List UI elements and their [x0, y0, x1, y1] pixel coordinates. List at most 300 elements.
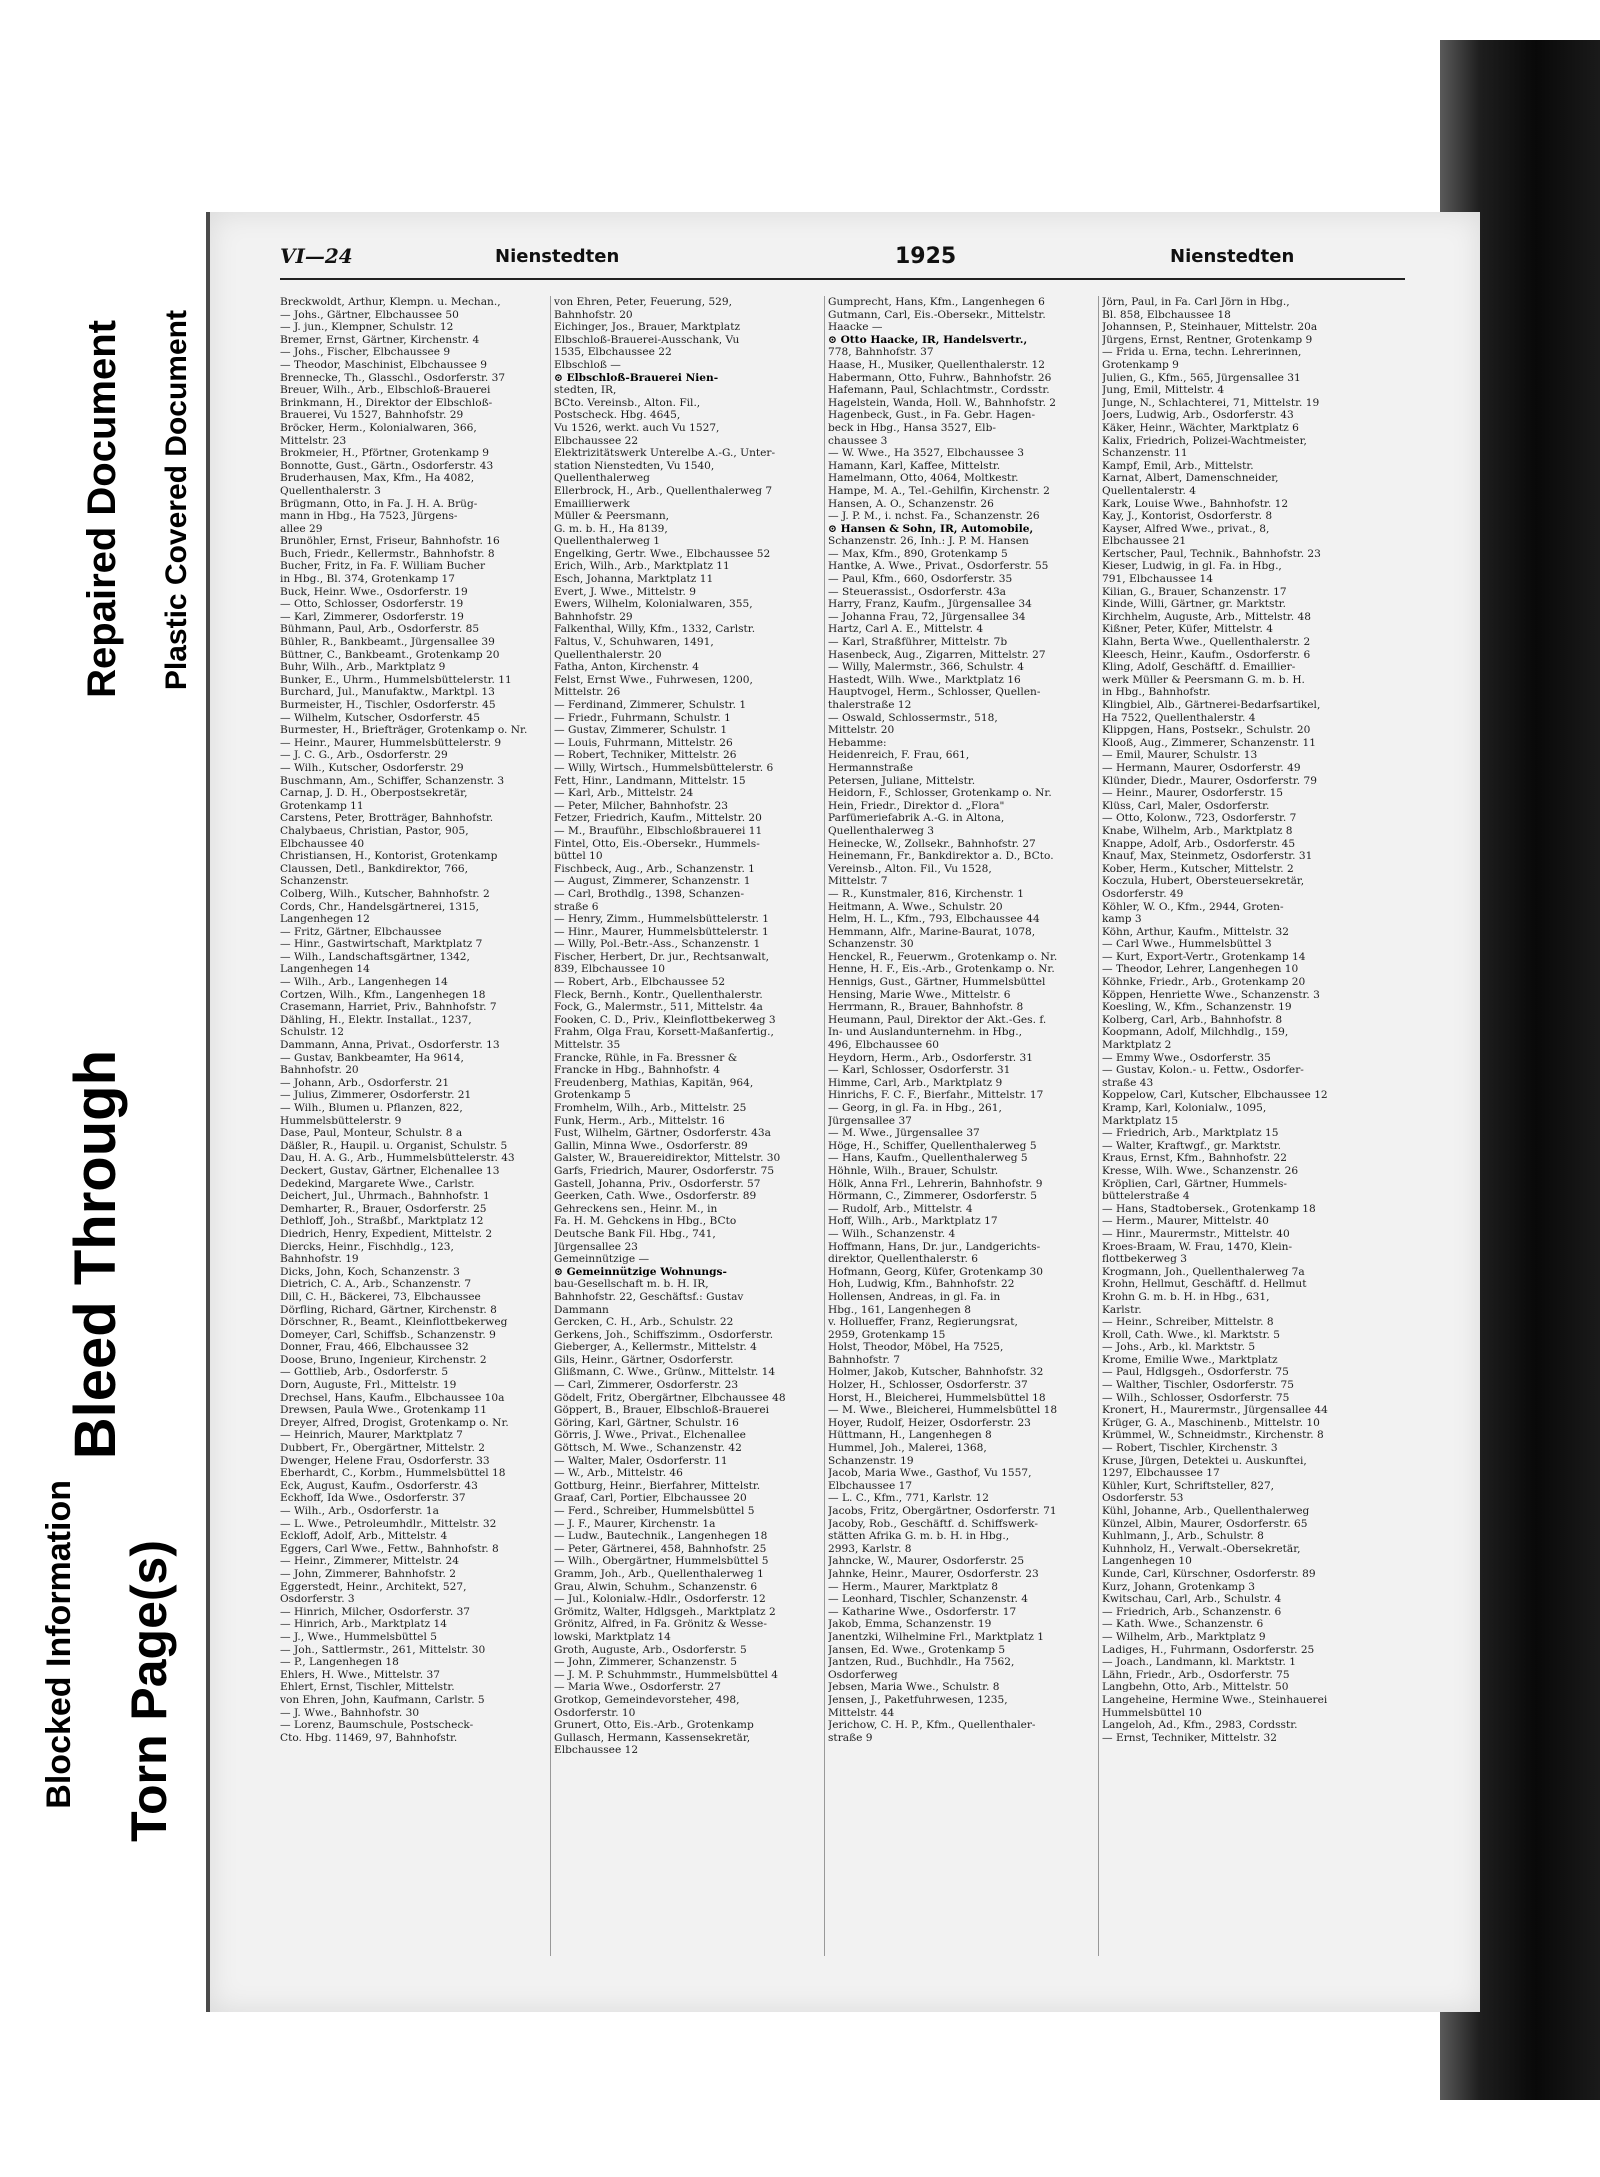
directory-entry: Eggerstedt, Heinr., Architekt, 527, [280, 1580, 467, 1593]
directory-entry: Gottburg, Heinr., Bierfahrer, Mittelstr. [554, 1479, 761, 1492]
directory-entry: Hastedt, Wilh. Wwe., Marktplatz 16 [828, 673, 1021, 686]
directory-entry: Funk, Herm., Arb., Mittelstr. 16 [554, 1114, 725, 1127]
directory-entry: — Hinr., Maurermstr., Mittelstr. 40 [1102, 1227, 1290, 1240]
directory-entry: Dreyer, Alfred, Drogist, Grotenkamp o. Nr. [280, 1416, 509, 1429]
directory-entry: Christiansen, H., Kontorist, Grotenkamp [280, 850, 498, 863]
directory-entry: Heitmann, A. Wwe., Schulstr. 20 [828, 900, 1003, 913]
page-header [280, 242, 1405, 272]
directory-entry: — Ferdinand, Zimmerer, Schulstr. 1 [554, 699, 747, 711]
directory-page [206, 212, 1480, 2012]
directory-entry: Osdorferstr. 10 [554, 1706, 636, 1719]
directory-entry: — Wilh., Obergärtner, Hummelsbüttel 5 [554, 1555, 769, 1568]
directory-entry: Eggers, Carl Wwe., Fettw., Bahnhofstr. 8 [280, 1542, 499, 1555]
directory-entry: — Kath. Wwe., Schanzenstr. 6 [1102, 1618, 1264, 1631]
directory-entry: Jakob, Emma, Schanzenstr. 19 [828, 1618, 992, 1631]
directory-entry: — Paul, Kfm., 660, Osdorferstr. 35 [828, 573, 1013, 586]
directory-entry: Elbschloß-Brauerei-Ausschank, Vu [554, 333, 740, 346]
directory-entry: Langenhegen 12 [280, 913, 370, 926]
directory-entry: — Gustav, Bankbeamter, Ha 9614, [280, 1051, 464, 1064]
directory-entry: 496, Elbchaussee 60 [828, 1039, 940, 1052]
directory-entry: Dammann [554, 1303, 609, 1316]
directory-entry: — Johs., Gärtner, Elbchaussee 50 [280, 308, 459, 321]
directory-entry: Vereinsb., Alton. Fil., Vu 1528, [828, 862, 992, 875]
directory-entry: Krümmel, W., Schneidmstr., Kirchenstr. 8 [1102, 1429, 1324, 1442]
directory-entry: Bahnhofstr. 22, Geschäftsf.: Gustav [554, 1290, 744, 1303]
directory-entry: — Hinrich, Milcher, Osdorferstr. 37 [280, 1605, 471, 1618]
directory-entry: — Fritz, Gärtner, Elbchaussee [280, 925, 442, 938]
directory-entry: — Emmy Wwe., Osdorferstr. 35 [1102, 1051, 1271, 1064]
directory-entry: Grönitz, Alfred, in Fa. Grönitz & Wesse- [554, 1618, 767, 1631]
directory-entry: Donner, Frau, 466, Elbchaussee 32 [280, 1341, 469, 1354]
directory-entry: Hafemann, Paul, Schlachtmstr., Cordsstr. [828, 384, 1050, 397]
directory-entry: Brügmann, Otto, in Fa. J. H. A. Brüg- [280, 497, 478, 510]
directory-entry: — Johs., Arb., kl. Marktstr. 5 [1102, 1341, 1256, 1354]
directory-entry: — Heinr., Maurer, Osdorferstr. 15 [1102, 787, 1284, 800]
directory-entry: — M. Wwe., Bleicherei, Hummelsbüttel 18 [828, 1404, 1058, 1417]
directory-entry: Domeyer, Carl, Schiffsb., Schanzenstr. 9 [280, 1328, 496, 1341]
directory-entry: Dau, H. A. G., Arb., Hummelsbüttelerstr. 43 [280, 1152, 515, 1165]
directory-entry: BCto. Vereinsb., Alton. Fil., [554, 396, 701, 409]
directory-entry: — Johanna Frau, 72, Jürgensallee 34 [828, 610, 1026, 623]
directory-entry: Faltus, V., Schuhwaren, 1491, [554, 636, 714, 649]
directory-entry: Breckwoldt, Arthur, Klempn. u. Mechan., [280, 296, 501, 308]
directory-entry: Brinkmann, H., Direktor der Elbschloß- [280, 396, 493, 409]
directory-entry: Buhr, Wilh., Arb., Marktplatz 9 [280, 661, 446, 674]
directory-entry: Fatha, Anton, Kirchenstr. 4 [554, 661, 700, 674]
directory-column-3 [828, 296, 1096, 1956]
directory-entry: Bl. 858, Elbchaussee 18 [1102, 308, 1231, 321]
directory-entry: Jerichow, C. H. P., Kfm., Quellenthaler- [828, 1719, 1036, 1732]
directory-entry: Eichinger, Jos., Brauer, Marktplatz [554, 321, 741, 334]
directory-entry: beck in Hbg., Hansa 3527, Elb- [828, 421, 996, 434]
directory-entry: Deutsche Bank Fil. Hbg., 741, [554, 1227, 716, 1240]
directory-entry: Kröplien, Carl, Gärtner, Hummels- [1102, 1177, 1288, 1190]
directory-entry: Hummel, Joh., Malerei, 1368, [828, 1442, 987, 1455]
directory-entry: Dorn, Auguste, Frl., Mittelstr. 19 [280, 1379, 457, 1392]
directory-entry: Fleck, Bernh., Kontr., Quellenthalerstr. [554, 988, 763, 1001]
directory-entry: Eck, August, Kaufm., Osdorferstr. 43 [280, 1479, 478, 1492]
directory-entry: Jürgensallee 37 [828, 1114, 912, 1127]
directory-entry: Dörfling, Richard, Gärtner, Kirchenstr. 8 [280, 1303, 497, 1316]
directory-entry: Ladiges, H., Fuhrmann, Osdorferstr. 25 [1102, 1643, 1315, 1656]
directory-entry: Carstens, Peter, Brotträger, Bahnhofstr. [280, 812, 494, 825]
directory-entry: Gemeinnützige — [554, 1253, 650, 1266]
directory-entry: Buschmann, Am., Schiffer, Schanzenstr. 3 [280, 774, 505, 787]
directory-entry: Marktplatz 2 [1102, 1039, 1172, 1052]
directory-entry: Bühmann, Paul, Arb., Osdorferstr. 85 [280, 623, 480, 636]
directory-entry: 791, Elbchaussee 14 [1102, 573, 1214, 586]
directory-entry: Diedrich, Henry, Expedient, Mittelstr. 2 [280, 1227, 493, 1240]
directory-entry: Kruse, Jürgen, Detektei u. Auskunftei, [1102, 1454, 1307, 1467]
directory-entry: Hoffmann, Hans, Dr. jur., Landgerichts- [828, 1240, 1041, 1253]
directory-entry: Hagenbeck, Gust., in Fa. Gebr. Hagen- [828, 409, 1036, 422]
directory-entry: Hummelsbüttel 10 [1102, 1706, 1202, 1719]
directory-entry: Künzel, Albin, Maurer, Osdorferstr. 65 [1102, 1517, 1308, 1530]
directory-entry: — Paul, Hdlgsgeh., Osdorferstr. 75 [1102, 1366, 1289, 1379]
directory-entry: Mittelstr. 23 [280, 434, 347, 447]
directory-entry: Herrmann, R., Brauer, Bahnhofstr. 8 [828, 1001, 1024, 1014]
directory-entry: Doose, Bruno, Ingenieur, Kirchenstr. 2 [280, 1353, 487, 1366]
directory-entry: Garfs, Friedrich, Maurer, Osdorferstr. 75 [554, 1164, 775, 1177]
directory-entry: Heinecke, W., Zollsekr., Bahnhofstr. 27 [828, 837, 1036, 850]
directory-entry: — Friedrich, Arb., Marktplatz 15 [1102, 1127, 1279, 1140]
directory-entry: — Joh., Sattlermstr., 261, Mittelstr. 30 [280, 1643, 486, 1656]
directory-entry: Kroes-Braam, W. Frau, 1470, Klein- [1102, 1240, 1293, 1253]
directory-entry: In- und Auslandunternehm. in Hbg., [828, 1026, 1023, 1039]
directory-entry: Grau, Alwin, Schuhm., Schanzenstr. 6 [554, 1580, 758, 1593]
directory-entry: Hennigs, Gust., Gärtner, Hummelsbüttel [828, 976, 1046, 989]
directory-entry: von Ehren, Peter, Feuerung, 529, [554, 296, 733, 308]
directory-entry: Burmester, H., Briefträger, Grotenkamp o. Nr. [280, 724, 528, 737]
directory-entry: Koopmann, Adolf, Milchhdlg., 159, [1102, 1026, 1289, 1039]
directory-entry: — Oswald, Schlossermstr., 518, [828, 711, 998, 724]
directory-entry: — Heinrich, Maurer, Marktplatz 7 [280, 1429, 463, 1442]
directory-entry: Gils, Heinr., Gärtner, Osdorferstr. [554, 1353, 734, 1366]
directory-entry: Joers, Ludwig, Arb., Osdorferstr. 43 [1102, 409, 1294, 422]
directory-entry: Quellenthalerstr. 20 [554, 648, 662, 661]
directory-entry: Schanzenstr. [280, 875, 349, 888]
directory-entry: Fintel, Otto, Eis.-Obersekr., Hummels- [554, 837, 760, 850]
directory-entry: Elbschloß — [554, 358, 621, 371]
directory-entry: Bahnhofstr. 20 [554, 308, 633, 321]
directory-entry: Fetzer, Friedrich, Kaufm., Mittelstr. 20 [554, 812, 762, 825]
directory-entry: — J. P. M., i. nchst. Fa., Schanzenstr. 26 [828, 510, 1040, 523]
directory-entry: Buch, Friedr., Kellermstr., Bahnhofstr. 8 [280, 547, 495, 560]
directory-entry: — Wilh., Arb., Osdorferstr. 1a [280, 1505, 439, 1517]
directory-entry: Drechsel, Hans, Kaufm., Elbchaussee 10a [280, 1391, 505, 1404]
directory-entry: Osdorferweg [828, 1668, 898, 1681]
margin-notes [0, 250, 210, 1842]
directory-entry: — J. F., Maurer, Kirchenstr. 1a [554, 1517, 716, 1530]
header-year: 1925 [895, 244, 957, 269]
directory-entry: — Johann, Arb., Osdorferstr. 21 [280, 1076, 450, 1089]
directory-entry: Jürgens, Ernst, Rentner, Grotenkamp 9 [1102, 333, 1313, 346]
directory-entry: — Wilhelm, Arb., Marktplatz 9 [1102, 1630, 1266, 1643]
directory-entry: Gödelt, Fritz, Obergärtner, Elbchaussee 48 [554, 1391, 786, 1404]
directory-entry: Brennecke, Th., Glasschl., Osdorferstr. 37 [280, 371, 506, 384]
directory-entry: Dörschner, R., Beamt., Kleinflottbekerweg [280, 1316, 508, 1329]
directory-entry: Krogmann, Joh., Quellenthalerweg 7a [1102, 1265, 1305, 1278]
directory-entry: — August, Zimmerer, Schanzenstr. 1 [554, 875, 751, 888]
directory-entry: Klippgen, Hans, Postsekr., Schulstr. 20 [1102, 724, 1311, 737]
directory-entry: Kraus, Ernst, Kfm., Bahnhofstr. 22 [1102, 1152, 1287, 1165]
directory-entry: — Wilh., Schlosser, Osdorferstr. 75 [1102, 1391, 1290, 1404]
directory-entry: — Willy, Malermstr., 366, Schulstr. 4 [828, 661, 1025, 674]
directory-entry: — M. Wwe., Jürgensallee 37 [828, 1127, 980, 1140]
directory-entry: Koesling, W., Kfm., Schanzenstr. 19 [1102, 1001, 1292, 1014]
directory-entry: — L. C., Kfm., 771, Karlstr. 12 [828, 1492, 989, 1505]
directory-entry: Kleesch, Heinr., Kaufm., Osdorferstr. 6 [1102, 648, 1311, 661]
directory-entry: Habermann, Otto, Fuhrw., Bahnhofstr. 26 [828, 371, 1052, 384]
directory-entry: Hansen, A. O., Schanzenstr. 26 [828, 497, 994, 510]
directory-entry: Helm, H. L., Kfm., 793, Elbchaussee 44 [828, 913, 1040, 926]
directory-entry: Kertscher, Paul, Technik., Bahnhofstr. 23 [1102, 547, 1321, 560]
directory-entry: Koczula, Hubert, Obersteuersekretär, [1102, 875, 1305, 888]
directory-entry: Heinemann, Fr., Bankdirektor a. D., BCto. [828, 850, 1054, 863]
directory-entry: straße 9 [828, 1731, 873, 1744]
directory-entry: Krohn, Hellmut, Geschäftf. d. Hellmut [1102, 1278, 1307, 1291]
directory-entry: Deckert, Gustav, Gärtner, Elchenallee 13 [280, 1164, 500, 1177]
directory-entry: — Herm., Maurer, Marktplatz 8 [828, 1580, 998, 1593]
directory-entry: Hofmann, Georg, Küfer, Grotenkamp 30 [828, 1265, 1043, 1278]
directory-entry: Cortzen, Wilh., Kfm., Langenhegen 18 [280, 988, 486, 1001]
directory-entry: Mittelstr. 7 [828, 875, 888, 888]
directory-entry: Glißmann, C. Wwe., Grünw., Mittelstr. 14 [554, 1366, 776, 1379]
directory-entry: — Otto, Schlosser, Osdorferstr. 19 [280, 598, 464, 611]
directory-entry: Kieser, Ludwig, in gl. Fa. in Hbg., [1102, 560, 1282, 573]
directory-entry: — Herm., Maurer, Mittelstr. 40 [1102, 1215, 1269, 1228]
directory-entry: Holmer, Jakob, Kutscher, Bahnhofstr. 32 [828, 1366, 1044, 1379]
directory-entry: Schulstr. 12 [280, 1026, 345, 1039]
directory-entry: — Katharine Wwe., Osdorferstr. 17 [828, 1605, 1017, 1618]
directory-entry: Hermannstraße [828, 761, 913, 774]
directory-entry: Knabe, Wilhelm, Arb., Marktplatz 8 [1102, 824, 1293, 837]
directory-entry: Galster, W., Brauereidirektor, Mittelstr. 30 [554, 1152, 781, 1165]
note-blocked-information: Blocked Information [40, 1480, 78, 1809]
directory-entry: Grotenkamp 11 [280, 799, 364, 812]
directory-entry: Hummelsbüttelerstr. 9 [280, 1114, 402, 1127]
directory-entry: direktor, Quellenthalerstr. 6 [828, 1253, 979, 1266]
directory-entry: — Willy, Pol.-Betr.-Ass., Schanzenstr. 1 [554, 938, 761, 951]
directory-entry: Gehreckens sen., Heinr. M., in [554, 1202, 718, 1215]
directory-entry: Jung, Emil, Mittelstr. 4 [1102, 384, 1225, 397]
directory-entry: ⊙ Hansen & Sohn, IR, Automobile, [828, 522, 1034, 535]
directory-entry: Göppert, B., Brauer, Elbschloß-Brauerei [554, 1404, 770, 1417]
directory-entry: Däßler, R., Haupil. u. Organist, Schulstr. 5 [280, 1139, 508, 1152]
directory-entry: Hölk, Anna Frl., Lehrerin, Bahnhofstr. 9 [828, 1177, 1043, 1190]
directory-entry: Erich, Wilh., Arb., Marktplatz 11 [554, 560, 730, 573]
directory-entry: Dammann, Anna, Privat., Osdorferstr. 13 [280, 1039, 500, 1052]
directory-entry: Vu 1526, werkt. auch Vu 1527, [554, 421, 720, 434]
directory-entry: flottbekerweg 3 [1102, 1253, 1187, 1266]
directory-entry: Köhler, W. O., Kfm., 2944, Groten- [1102, 900, 1284, 913]
directory-entry: Johannsen, P., Steinhauer, Mittelstr. 20a [1102, 321, 1318, 334]
directory-entry: Hüttmann, H., Langenhegen 8 [828, 1429, 992, 1442]
directory-entry: Hoff, Wilh., Arb., Marktplatz 17 [828, 1215, 998, 1228]
directory-entry: — Theodor, Lehrer, Langenhegen 10 [1102, 963, 1299, 976]
directory-entry: Kolberg, Carl, Arb., Bahnhofstr. 8 [1102, 1013, 1283, 1026]
directory-entry: ⊙ Otto Haacke, IR, Handelsvertr., [828, 333, 1028, 346]
directory-entry: Gramm, Joh., Arb., Quellenthalerweg 1 [554, 1567, 764, 1580]
directory-entry: Breuer, Wilh., Arb., Elbschloß-Brauerei [280, 384, 491, 397]
header-rule [280, 278, 1405, 280]
directory-entry: Jahnke, Heinr., Maurer, Osdorferstr. 23 [828, 1567, 1039, 1580]
directory-entry: Dethloff, Joh., Straßbf., Marktplatz 12 [280, 1215, 484, 1228]
directory-entry: — John, Zimmerer, Schanzenstr. 5 [554, 1656, 737, 1669]
directory-entry: Bruderhausen, Max, Kfm., Ha 4082, [280, 472, 475, 485]
directory-entry: — Hinr., Gastwirtschaft, Marktplatz 7 [280, 938, 483, 951]
directory-entry: — R., Kunstmaler, 816, Kirchenstr. 1 [828, 887, 1024, 900]
directory-entry: Holzer, H., Schlosser, Osdorferstr. 37 [828, 1379, 1028, 1392]
directory-entry: 778, Bahnhofstr. 37 [828, 346, 934, 359]
directory-entry: Hbg., 161, Langenhegen 8 [828, 1303, 971, 1316]
directory-entry: — John, Zimmerer, Bahnhofstr. 2 [280, 1567, 456, 1580]
directory-entry: v. Hollueffer, Franz, Regierungsrat, [828, 1316, 1018, 1329]
directory-entry: Osdorferstr. 49 [1102, 887, 1184, 900]
directory-entry: Krohn G. m. b. H. in Hbg., 631, [1102, 1290, 1270, 1303]
directory-entry: Osdorferstr. 3 [280, 1593, 355, 1606]
directory-entry: Gullasch, Hermann, Kassensekretär, [554, 1731, 751, 1744]
directory-entry: Kroll, Cath. Wwe., kl. Marktstr. 5 [1102, 1328, 1280, 1341]
directory-entry: mann in Hbg., Ha 7523, Jürgens- [280, 510, 458, 523]
directory-entry: Jörn, Paul, in Fa. Carl Jörn in Hbg., [1102, 296, 1290, 308]
directory-entry: Kinde, Willi, Gärtner, gr. Marktstr. [1102, 598, 1287, 611]
directory-entry: Fa. H. M. Gehckens in Hbg., BCto [554, 1215, 737, 1228]
directory-entry: Hein, Friedr., Direktor d. „Flora" [828, 799, 1005, 812]
directory-entry: — Robert, Tischler, Kirchenstr. 3 [1102, 1442, 1278, 1455]
directory-entry: Heumann, Paul, Direktor der Akt.-Ges. f. [828, 1013, 1047, 1026]
directory-entry: Knauf, Max, Steinmetz, Osdorferstr. 31 [1102, 850, 1313, 863]
directory-entry: Bremer, Ernst, Gärtner, Kirchenstr. 4 [280, 333, 480, 346]
directory-entry: Fust, Wilhelm, Gärtner, Osdorferstr. 43a [554, 1127, 771, 1140]
directory-entry: Grunert, Otto, Eis.-Arb., Grotenkamp [554, 1719, 754, 1732]
directory-entry: — Steuerassist., Osdorferstr. 43a [828, 585, 1006, 598]
directory-entry: Kayser, Alfred Wwe., privat., 8, [1102, 522, 1270, 535]
directory-entry: Büttner, C., Bankbeamt., Grotenkamp 20 [280, 648, 500, 661]
directory-entry: — Walter, Kraftwgf., gr. Marktstr. [1102, 1139, 1282, 1152]
directory-entry: — Gustav, Kolon.- u. Fettw., Osdorfer- [1102, 1064, 1304, 1077]
directory-entry: Fooken, C. D., Priv., Kleinflottbekerweg 3 [554, 1013, 776, 1026]
directory-entry: Mittelstr. 44 [828, 1706, 895, 1719]
directory-entry: — Ernst, Techniker, Mittelstr. 32 [1102, 1731, 1278, 1744]
directory-entry: — Georg, in gl. Fa. in Hbg., 261, [828, 1102, 1002, 1114]
directory-entry: Ha 7522, Quellenthalerstr. 4 [1102, 711, 1256, 724]
header-place-left: Nienstedten [495, 246, 620, 267]
directory-entry: Klingbiel, Alb., Gärtnerei-Bedarfsartikel, [1102, 699, 1321, 711]
directory-entry: Jansen, Ed. Wwe., Grotenkamp 5 [828, 1643, 1006, 1656]
directory-entry: Hinrichs, F. C. F., Bierfahr., Mittelstr. 17 [828, 1089, 1044, 1102]
directory-entry: — Robert, Techniker, Mittelstr. 26 [554, 749, 737, 762]
directory-entry: Quellenthalerweg 3 [828, 824, 934, 837]
directory-entry: Hoyer, Rudolf, Heizer, Osdorferstr. 23 [828, 1416, 1031, 1429]
directory-entry: ⊙ Elbschloß-Brauerei Nien- [554, 371, 719, 384]
directory-entry: Gercken, C. H., Arb., Schulstr. 22 [554, 1316, 734, 1329]
directory-entry: Deichert, Jul., Uhrmach., Bahnhofstr. 1 [280, 1190, 490, 1203]
directory-entry: Elbchaussee 12 [554, 1744, 639, 1757]
directory-entry: Schanzenstr. 11 [1102, 447, 1188, 460]
directory-entry: Graaf, Carl, Portier, Elbchaussee 20 [554, 1492, 747, 1505]
directory-entry: — Wilh., Blumen u. Pflanzen, 822, [280, 1102, 463, 1114]
directory-column-4 [1102, 296, 1370, 1956]
directory-entry: G. m. b. H., Ha 8139, [554, 522, 668, 535]
directory-entry: Haase, H., Musiker, Quellenthalerstr. 12 [828, 358, 1046, 371]
directory-entry: Brokmeier, H., Pförtner, Grotenkamp 9 [280, 447, 489, 460]
directory-entry: — Willy, Wirtsch., Hummelsbüttelerstr. 6 [554, 761, 774, 774]
directory-entry: Henne, H. F., Eis.-Arb., Grotenkamp o. Nr. [828, 963, 1055, 976]
directory-entry: Hemmann, Alfr., Marine-Baurat, 1078, [828, 925, 1036, 938]
directory-entry: Heidorn, F., Schlosser, Grotenkamp o. Nr. [828, 787, 1052, 800]
directory-entry: büttel 10 [554, 850, 603, 863]
directory-entry: — Hans, Kaufm., Quellenthalerweg 5 [828, 1152, 1028, 1165]
directory-entry: Elbchaussee 17 [828, 1479, 913, 1492]
directory-entry: in Hbg., Bahnhofstr. [1102, 686, 1211, 699]
directory-entry: — Wilhelm, Kutscher, Osdorferstr. 45 [280, 711, 480, 724]
directory-entry: — Walther, Tischler, Osdorferstr. 75 [1102, 1379, 1294, 1392]
directory-entry: in Hbg., Bl. 374, Grotenkamp 17 [280, 573, 456, 586]
directory-entry: Hamelmann, Otto, 4064, Moltkestr. [828, 472, 1019, 485]
directory-entry: — Peter, Milcher, Bahnhofstr. 23 [554, 799, 729, 812]
directory-entry: Claussen, Detl., Bankdirektor, 766, [280, 862, 468, 875]
directory-entry: Kling, Adolf, Geschäftf. d. Emaillier- [1102, 661, 1296, 674]
directory-entry: Grotkop, Gemeindevorsteher, 498, [554, 1693, 740, 1706]
directory-entry: — W. Wwe., Ha 3527, Elbchaussee 3 [828, 447, 1024, 460]
directory-entry: Kißner, Peter, Küfer, Mittelstr. 4 [1102, 623, 1273, 636]
directory-entry: — Frida u. Erna, techn. Lehrerinnen, [1102, 346, 1302, 359]
directory-entry: kamp 3 [1102, 913, 1142, 926]
directory-entry: Jensen, J., Paketfuhrwesen, 1235, [828, 1693, 1008, 1706]
directory-entry: Bonnotte, Gust., Gärtn., Osdorferstr. 43 [280, 459, 494, 472]
directory-column-1 [280, 296, 548, 1956]
directory-entry: Cto. Hbg. 11469, 97, Bahnhofstr. [280, 1731, 458, 1744]
directory-entry: Görris, J. Wwe., Privat., Elchenallee [554, 1429, 746, 1442]
directory-entry: Klooß, Aug., Zimmerer, Schanzenstr. 11 [1102, 736, 1316, 749]
directory-entry: Kühl, Johanne, Arb., Quellenthalerweg [1102, 1505, 1310, 1517]
directory-entry: — Hans, Stadtobersek., Grotenkamp 18 [1102, 1202, 1316, 1215]
directory-entry: büttelerstraße 4 [1102, 1190, 1190, 1203]
directory-entry: — Wilh., Arb., Langenhegen 14 [280, 976, 448, 989]
directory-entry: Emaillierwerk [554, 497, 630, 510]
directory-entry: Eberhardt, C., Korbm., Hummelsbüttel 18 [280, 1467, 506, 1480]
directory-entry: Jacob, Maria Wwe., Gasthof, Vu 1557, [828, 1467, 1032, 1480]
directory-entry: Chalybaeus, Christian, Pastor, 905, [280, 824, 469, 837]
directory-entry: — Karl, Arb., Mittelstr. 24 [554, 787, 694, 800]
directory-entry: Quellenthalerweg [554, 472, 650, 485]
directory-entry: — J. Wwe., Bahnhofstr. 30 [280, 1706, 420, 1719]
directory-entry: Hartz, Carl A. E., Mittelstr. 4 [828, 623, 984, 636]
directory-entry: allee 29 [280, 522, 323, 535]
directory-entry: Klünder, Diedr., Maurer, Osdorferstr. 79 [1102, 774, 1317, 787]
directory-entry: Hörmann, C., Zimmerer, Osdorferstr. 5 [828, 1190, 1037, 1203]
directory-entry: — Henry, Zimm., Hummelsbüttelerstr. 1 [554, 913, 770, 926]
directory-entry: Frahm, Olga Frau, Korsett-Maßanfertig., [554, 1026, 774, 1039]
directory-entry: Schanzenstr. 26, Inh.: J. P. M. Hansen [828, 535, 1029, 548]
directory-entry: — Karl, Straßführer, Mittelstr. 7b [828, 636, 1008, 649]
directory-entry: — L. Wwe., Petroleumhdlr., Mittelstr. 32 [280, 1517, 497, 1530]
directory-entry: Fromhelm, Wilh., Arb., Mittelstr. 25 [554, 1102, 747, 1114]
directory-entry: Quellenthalerweg 1 [554, 535, 660, 548]
directory-entry: — Max, Kfm., 890, Grotenkamp 5 [828, 547, 1008, 560]
directory-entry: Hensing, Marie Wwe., Mittelstr. 6 [828, 988, 1011, 1001]
directory-entry: Drewsen, Paula Wwe., Grotenkamp 11 [280, 1404, 488, 1417]
directory-entry: Langenhegen 10 [1102, 1555, 1192, 1568]
directory-entry: Dase, Paul, Monteur, Schulstr. 8 a [280, 1127, 463, 1140]
directory-entry: Dwenger, Helene Frau, Osdorferstr. 33 [280, 1454, 490, 1467]
directory-entry: Kilian, G., Brauer, Schanzenstr. 17 [1102, 585, 1287, 598]
directory-entry: Hollensen, Andreas, in gl. Fa. in [828, 1290, 1001, 1303]
directory-entry: Kunde, Carl, Kürschner, Osdorferstr. 89 [1102, 1567, 1316, 1580]
directory-entry: Höge, H., Schiffer, Quellenthalerweg 5 [828, 1139, 1037, 1152]
directory-entry: — Karl, Zimmerer, Osdorferstr. 19 [280, 610, 464, 623]
directory-entry: Kuhnholz, H., Verwalt.-Obersekretär, [1102, 1542, 1301, 1555]
directory-entry: Müller & Peersmann, [554, 510, 670, 523]
directory-entry: Kober, Herm., Kutscher, Mittelstr. 2 [1102, 862, 1294, 875]
directory-entry: Langeheine, Hermine Wwe., Steinhauerei [1102, 1693, 1328, 1706]
directory-entry: Dicks, John, Koch, Schanzenstr. 3 [280, 1265, 460, 1278]
directory-entry: — Otto, Kolonw., 723, Osdorferstr. 7 [1102, 812, 1297, 825]
directory-entry: Bahnhofstr. 7 [828, 1353, 900, 1366]
directory-entry: Fischer, Herbert, Dr. jur., Rechtsanwalt, [554, 950, 769, 963]
directory-entry: — Friedrich, Arb., Schanzenstr. 6 [1102, 1605, 1282, 1618]
directory-entry: Hasenbeck, Aug., Zigarren, Mittelstr. 27 [828, 648, 1046, 661]
directory-entry: Hauptvogel, Herm., Schlosser, Quellen- [828, 686, 1041, 699]
directory-entry: Gastell, Johanna, Priv., Osdorferstr. 57 [554, 1177, 761, 1190]
page-reference: VI—24 [280, 244, 353, 268]
directory-entry: stedten, IR, [554, 384, 617, 397]
directory-entry: bau-Gesellschaft m. b. H. IR, [554, 1278, 709, 1291]
directory-entry: Langenhegen 14 [280, 963, 370, 976]
directory-entry: — Emil, Maurer, Schulstr. 13 [1102, 749, 1258, 762]
directory-entry: Höhnle, Wilh., Brauer, Schulstr. [828, 1164, 999, 1177]
